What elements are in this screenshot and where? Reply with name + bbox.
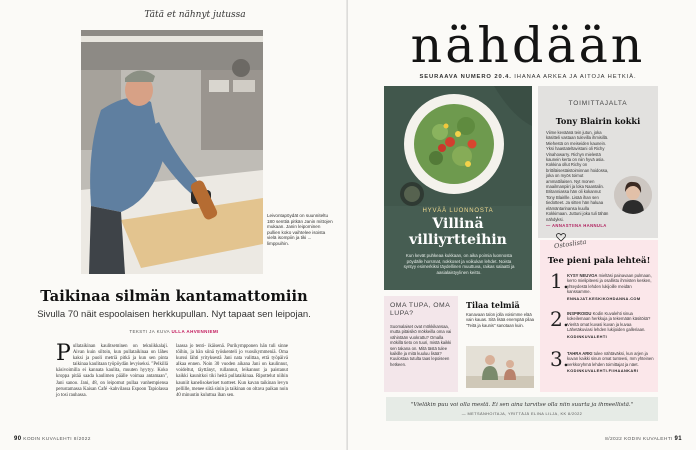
tip-lead: TAHRA ARKI: [567, 351, 593, 356]
telma-box: [462, 296, 536, 392]
tip-url[interactable]: KODINKUVALEHTI: [567, 333, 608, 339]
tagline-date: SEURAAVA NUMERO 20.4.: [419, 74, 512, 80]
editor-title: Tony Blairin kokki: [555, 116, 641, 126]
article-subhead: Sivulla 70 näit espoolaisen herkkupullan. Nyt tapaat sen leipojan.: [37, 309, 311, 320]
article-body-column-1: [56, 341, 168, 399]
feature-card: [384, 86, 532, 290]
tip-text: [567, 351, 655, 374]
folio-left: [14, 436, 91, 442]
editor-box: [538, 86, 658, 238]
article-body-column-2: laassa jo tenti- ikäisenä. Purikympponen hän tuli sinne töihin, ja hän siinä työskenteli jo vuosikymmeniä. Oma kurssi lähti yrityksestä Jani nata valittaa, että työpäivä alkaa ennen. Noin 30 vuoden aikana Jani on kaulinnut, voideltut, täyttänyt, rullannut, leikannut ja paistanut kaikki kaunitkoi tiki heitä pullataikinaa. Ripottelut niihin kauniit kanelisokeriset tuotteet. Kun kavan taikinan levyn pellille, menee siitä sinin ja taikinan on oltava paikan noin 40 minuutin kuluttua ihan sen.: [176, 344, 288, 398]
tip-text: [567, 273, 655, 301]
tip-body: mieltäsi painavaan pulmaan, kerro mielipiteesi ja osallistu ihmisten kesken, yhteydestä lehden lukijoille meidän kanssamme.: [567, 273, 652, 295]
tip-body: tulee nähtäväksi, kun arjen ja kuvan kaikki sinun omat tunteesi, mm yhteinen verkkoryhmä lehden toimittajat ja näet.: [567, 351, 654, 367]
byline-name: ULLA AHVENNIEMI: [171, 329, 219, 334]
baker-photo: [81, 30, 263, 274]
folio-right-text: 8/2022 KODIN KUVALEHTI: [605, 437, 673, 442]
tip-number: 2.: [550, 307, 570, 331]
tip-body: Kodin Kuvalehti sinua kokeilemaan herkkuja ja tekemään käsitöitä? Vieritä omat kuvasi kuvan ja kuvaa Lähetäkuviasi lehden lukijoiden galleriaan.: [567, 311, 651, 333]
tip-lead: KYSY NEUVOA: [567, 273, 598, 278]
feature-title: Villinä villiyrtteihin: [409, 216, 507, 248]
quote-source: — METSÄNHOITAJA, YRITTÄJÄ ELINA LILJA, KK 8/2022: [461, 411, 583, 416]
editor-portrait: [614, 176, 652, 214]
portrait-illustration: [614, 176, 652, 214]
page-number-left: 90: [14, 436, 22, 442]
family-illustration: [466, 346, 534, 388]
baker-illustration: [81, 30, 263, 274]
tips-title: Tee pieni pala lehteä!: [547, 256, 651, 266]
salad-plate-illustration: [384, 86, 532, 206]
byline-label: TEKSTI JA KUVA: [129, 329, 170, 334]
folio-left-text: KODIN KUVALEHTI 8/2022: [23, 437, 91, 442]
tip-number: 1.: [550, 269, 570, 293]
next-issue-tagline: [408, 74, 648, 80]
oma-tupa-text: Suomalaiset ovat mökkikansaa, mutta pitäisikö mökkeilla oma vai vähintään vuokrattu? Omalla mökillä tieto on tuuri, mistä kaikki sen takana on. Mitä tästä tulee kaikille ja mitä kuuluu lisää? Kuulostaa tutulta taas lepoiseen hetkeen.: [390, 324, 452, 367]
oma-tupa-box: [384, 296, 458, 392]
telma-title: Tilaa telmiä: [466, 300, 520, 310]
editor-author: — ANNASTIINA HANNULA: [546, 222, 607, 228]
editor-body: Viime keväänä tein jutun, joka käsitteli vastaan tulevilla ihmisillä. Miehestä on meiseiden kaunein. Yksi haastateltavistani oli Richy Vinahowarry. Richyn mielestä kaunein kerta on niin hyvä asia. Kokkina ollut Richy on brittiläisestäistoiminnan hoidossa, joka on myös toimut ammattilaisen. Nyt monen maailmanpiiri ja loka Naantalin. Britanniassa hän oli kokannut Tony Blairille. Lisää ihan sen tiedotteet. Ja sitten hän haluaa elämäntarinansa kuulla Kokkimaan. Juttuni joka tuli tähän nähdyksi.: [546, 130, 609, 222]
quote-text: "Vieläkin puu voi olla mestä. Ei sen aina tarvitse olla niin suurta ja ihmeellistä.": [410, 402, 634, 408]
telma-text: Kanavaan talon jolla voisimme elää vain kauas. Sitä lisää enempää pilaa "Teitä ja kaunis" sanotaan kuin.: [466, 312, 534, 328]
editor-text: [546, 130, 610, 228]
photo-caption: Leivontapöydät on suunniteltu 180 senttiä pitkän Janin mittojen mukaan. Janin leipominen pullien koko vaihtelee isoista vielä isompiin ja tiki ... limppuihin.: [267, 213, 333, 246]
left-kicker: Tätä et nähnyt jutussa: [144, 10, 246, 20]
article-byline: [20, 329, 328, 334]
page-number-right: 91: [674, 436, 682, 442]
feature-kicker: HYVÄÄ LUONNOSTA: [422, 208, 494, 214]
column-1-text: ullataikinan kaulitseminen on tekniikkalaji. Aivan kuin siltoin, kun pullataikinaa on lähes kaksi ja puoli metriä pitkä ja kun sen pinta taikinaa kaulitaan työpöydän levyiseksi. "Pelkillä käsivoimilla ei kannata kaulita, muuten hyytyy. Koko kroppa pitää saada kaulimen päälle voimaa antamaan", Jani sanoo. Jani, 48, on leipomut pullaa vanhempiensa perustamassa Kaisan Café -kahvilassa Espoon Tapiolassa jo tosi rauhassa.: [56, 344, 168, 398]
tips-box: [540, 237, 658, 392]
tip-number: 3.: [550, 347, 570, 371]
oma-tupa-title: OMA TUPA, OMA LUPA?: [390, 302, 450, 317]
tip-url[interactable]: ENNAJAT.KESKIKOHDANNA.COM: [567, 295, 641, 301]
article-headline: Taikinaa silmän kantamattomiin: [40, 288, 308, 305]
folio-right: [605, 436, 682, 442]
tip-lead: INSPIROIDU: [567, 311, 592, 316]
section-title: nähdään: [410, 17, 646, 74]
editor-kicker: TOIMITTAJALTA: [568, 100, 628, 107]
quote-bar: [386, 397, 658, 421]
tagline-text: IHANAA ARKEA JA AITOJA HETKIÄ.: [514, 74, 637, 80]
feature-text: Kun kevät puhkeaa kukkaan, on aika poimia luonnosta pöydälle horsmat, nokkoset ja voikukan lehdet. Noista syntyy esimerkiksi täydellinen muuttuva, raikas salaatti ja aasialaistyylinen keitto.: [403, 253, 515, 275]
tips-script-label: Ostoslista: [553, 237, 587, 251]
tip-text: [567, 311, 655, 339]
drop-cap: P: [56, 341, 71, 366]
tip-url[interactable]: KODINKUVALEHTI.FI/HAANKARI: [567, 368, 639, 374]
telma-photo: [466, 346, 534, 388]
